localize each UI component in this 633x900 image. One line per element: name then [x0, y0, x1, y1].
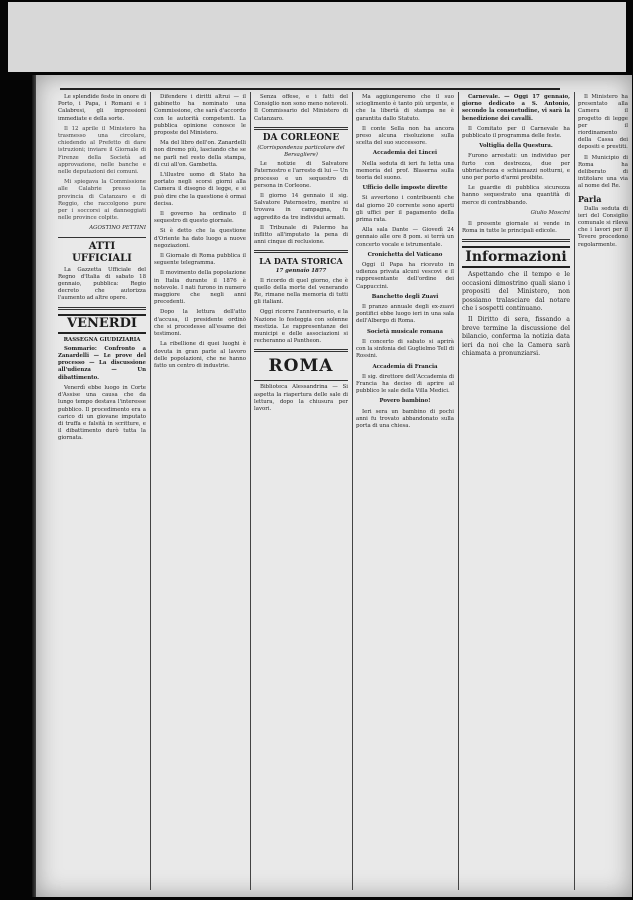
- subheading-lincei: Accademia dei Lincei: [372, 150, 438, 157]
- article-paragraph: Il concerto di sabato si aprirà con la sinfonia del Guglielmo Tell di Rossini.: [356, 338, 454, 360]
- article-paragraph: Difendere i diritti altrui — il gabinetto ha nominato una Commissione, che sarà d'accordo con le autorità competenti. La pubblica opinione conosce le proposte del Ministero.: [154, 94, 246, 137]
- article-paragraph: Ma aggiungeremo che il suo scioglimento è tanto più urgente, e che la libertà di stampa ne è garantita dallo Statuto.: [356, 94, 454, 122]
- article-paragraph: Il governo ha ordinato il sequestro di questo giornale.: [154, 211, 246, 225]
- section-heading-parla: Parla: [578, 193, 602, 204]
- article-paragraph: Si avvertono i contribuenti che dal giorno 20 corrente sono aperti gli uffici per il pagamento della prima rata.: [356, 195, 454, 224]
- article-paragraph: Senza offese, e i fatti del Consiglio non sono meno notevoli. Il Commissario del Ministero di Catanzaro.: [254, 94, 348, 122]
- article-paragraph: Oggi ricorre l'anniversario, e la Nazione lo festeggia con solenne mestizia. Le rappresentanze dei municipi e delle associazioni si recheranno al Pantheon.: [254, 309, 348, 345]
- column-rule: [574, 92, 575, 890]
- section-heading-informazioni: Informazioni: [462, 246, 570, 268]
- article-signature: Giulio Moscini: [530, 209, 570, 216]
- article-paragraph: Il movimento della popolazione in Italia durante il 1876 è notevole. I nati furono in numero maggiore che negli anni precedenti.: [154, 270, 246, 306]
- article-paragraph: Dalla seduta di ieri del Consiglio comunale si rileva che i lavori per il Tevere procedono regolarmente.: [578, 205, 628, 248]
- section-heading-atti-ufficiali: ATTI UFFICIALI: [72, 240, 132, 264]
- column-6: [578, 94, 628, 889]
- article-paragraph: Biblioteca Alessandrina — Si aspetta la riapertura delle sale di lettura, dopo la chiusura per lavori.: [254, 384, 348, 413]
- back-page-edge: [8, 2, 626, 72]
- article-signature: AGOSTINO PETTINI: [89, 225, 146, 232]
- subheading-banchetto: Banchetto degli Zuavi: [371, 293, 439, 300]
- article-paragraph: Le splendide feste in onore di Porto, i Papa, i Romani e i Calabresi, gli impressioni immediate e della sorte.: [58, 94, 146, 122]
- article-paragraph: Il sig. direttore dell'Accademia di Francia ha deciso di aprire al pubblico le sale della Villa Medici.: [356, 373, 454, 395]
- article-paragraph: Mi spiegava la Commissione alle Calabrie presso la provincia di Catanzaro e di Reggio, che raccolgono pure per i soccorsi ai danneggiati nelle province colpite.: [58, 179, 146, 222]
- separator: [58, 237, 146, 238]
- subheading-musicale: Società musicale romana: [367, 328, 443, 335]
- article-paragraph: Alla sala Dante — Giovedì 24 gennaio alle ore 8 pom. si terrà un concerto vocale e istrumentale.: [356, 227, 454, 248]
- article-paragraph: Il Diritto di sera, fissando a breve termine la discussione del bilancio, conferma la notizia data ieri da noi che la Camera sarà chiamata a pronunziarsi.: [462, 316, 570, 358]
- separator: [254, 250, 348, 253]
- article-paragraph: Ieri sera un bambino di pochi anni fu trovato abbandonato sulla porta di una chiesa.: [356, 408, 454, 429]
- section-heading-venerdi: VENERDI: [58, 314, 146, 334]
- subheading-bambini: Povero bambino!: [379, 398, 431, 405]
- article-paragraph: Il conte Sella non ha ancora preso alcuna risoluzione sulla scelta del suo successore.: [356, 125, 454, 147]
- separator: [254, 349, 348, 352]
- column-2: [154, 94, 246, 889]
- article-paragraph: Il presente giornale si vende in Roma in tutte le principali edicole.: [462, 221, 570, 235]
- column-4: [356, 94, 454, 889]
- correspondence-note: (Corrispondenza particolare del Bersagliere): [257, 144, 345, 159]
- subheading-vaticano: Cronichetta del Vaticano: [367, 251, 443, 258]
- article-paragraph: Oggi il Papa ha ricevuto in udienza privata alcuni vescovi e il rappresentante dell'ordine dei Cappuccini.: [356, 262, 454, 290]
- article-paragraph: Il Municipio di Roma ha deliberato di intitolare una via al nome del Re.: [578, 154, 628, 190]
- article-paragraph: Il ricordo di quel giorno, che è quello della morte del venerando Re, rimane nella memoria di tutti gli italiani.: [254, 277, 348, 306]
- section-heading-data-storica: LA DATA STORICA: [259, 256, 343, 267]
- separator: [462, 239, 570, 242]
- article-paragraph: Il Giornale di Roma pubblica il seguente telegramma.: [154, 253, 246, 267]
- article-paragraph: La Gazzetta Ufficiale del Regno d'Italia di sabato 18 gennaio, pubblica: Regio decreto che autorizza l'aumento ad altre opere.: [58, 266, 146, 302]
- article-paragraph: Carnevale. — Oggi 17 gennaio, giorno dedicato a S. Antonio, secondo la consuetudine, vi sarà la benedizione dei cavalli.: [462, 94, 570, 122]
- article-paragraph: Il Comitato per il Carnevale ha pubblicato il programma delle feste.: [462, 125, 570, 140]
- separator: [254, 127, 348, 130]
- section-heading-roma: ROMA: [268, 356, 334, 377]
- article-paragraph: Le guardie di pubblica sicurezza hanno sequestrato una quantità di merce di contrabbando.: [462, 185, 570, 206]
- separator: [58, 307, 146, 310]
- sommario: Sommario: Confronto a Zanardelli — Le prove del processo — La discussione all'udienza — Un dibattimento.: [58, 345, 146, 381]
- subheading-questura: Voltiglia della Questura.: [479, 143, 553, 150]
- separator: [254, 380, 348, 381]
- article-paragraph: L'illustre uomo di Stato ha portato negli scorsi giorni alla Camera il disegno di legge, e si può dire che la questione è ormai decisa.: [154, 172, 246, 207]
- column-rule: [250, 92, 251, 890]
- section-heading-corleone: DA CORLEONE: [262, 132, 340, 143]
- article-paragraph: Si è detto che la questione d'Oriente ha dato luogo a nuove negoziazioni.: [154, 228, 246, 249]
- column-5: [462, 94, 570, 889]
- column-rule: [352, 92, 353, 890]
- article-paragraph: La ribellione di quei luoghi è dovuta in gran parte al lavoro delle popolazioni, che ne hanno fatto un centro di industrie.: [154, 341, 246, 369]
- section-heading-rassegna: RASSEGNA GIUDIZIARIA: [63, 336, 141, 343]
- subheading-imposte: Ufficio delle imposte dirette: [362, 185, 448, 192]
- column-rule: [150, 92, 151, 890]
- historic-date: 17 gennaio 1877: [275, 268, 327, 275]
- column-3: [254, 94, 348, 889]
- masthead-strip: [60, 78, 560, 90]
- article-paragraph: Furono arrestati: un individuo per furto con destrezza, due per ubbriachezza e schiamazzi notturni, e uno per porto d'armi proibite.: [462, 153, 570, 182]
- article-paragraph: Il 12 aprile il Ministero ha trasmesso una circolare, chiedendo al Prefetto di dare istruzioni; inviare il Giornale di Firenze della Società ad approvazione, nelle banche e nelle deputazioni dei comuni.: [58, 125, 146, 176]
- article-paragraph: Il Tribunale di Palermo ha inflitto all'imputato la pena di anni cinque di reclusione.: [254, 224, 348, 246]
- article-paragraph: Dopo la lettura dell'atto d'accusa, il presidente ordinò che si procedesse all'esame dei testimoni.: [154, 309, 246, 338]
- subheading-francia: Accademia di Francia: [372, 363, 438, 370]
- article-paragraph: Ma del libro dell'on. Zanardelli non diremo più, lasciando che se ne parli nel resto della stampa, di cui all'on. Gambetta.: [154, 140, 246, 168]
- column-rule: [458, 92, 459, 890]
- article-paragraph: Il giorno 14 gennaio il sig. Salvatore Paternostro, mentre si trovava in campagna, fu aggredito da tre individui armati.: [254, 193, 348, 221]
- column-1: [58, 94, 146, 889]
- article-paragraph: Nella seduta di ieri fu letta una memoria del prof. Blaserna sulla teoria del suono.: [356, 160, 454, 182]
- article-paragraph: Aspettando che il tempo e le occasioni dimostrino quali siano i propositi del Ministero, non possiamo tralasciare dal notare che i sospetti continuano.: [462, 271, 570, 313]
- article-paragraph: Il Ministero ha presentato alla Camera il progetto di legge per il riordinamento della Cassa dei depositi e prestiti.: [578, 94, 628, 151]
- article-paragraph: Le notizie di Salvatore Paternostro e l'arresto di lui — Un processo e un sequestro di persona in Corleone.: [254, 161, 348, 189]
- article-paragraph: Venerdì ebbe luogo in Corte d'Assise una causa che da lungo tempo destava l'interesse pubblico. Il procedimento era a carico di un giovane imputato di truffa e falsità in scritture, e il dibattimento durò tutta la giornata.: [58, 384, 146, 442]
- article-paragraph: Il pranzo annuale degli ex-zuavi pontifici ebbe luogo ieri in una sala dell'Albergo di Roma.: [356, 304, 454, 325]
